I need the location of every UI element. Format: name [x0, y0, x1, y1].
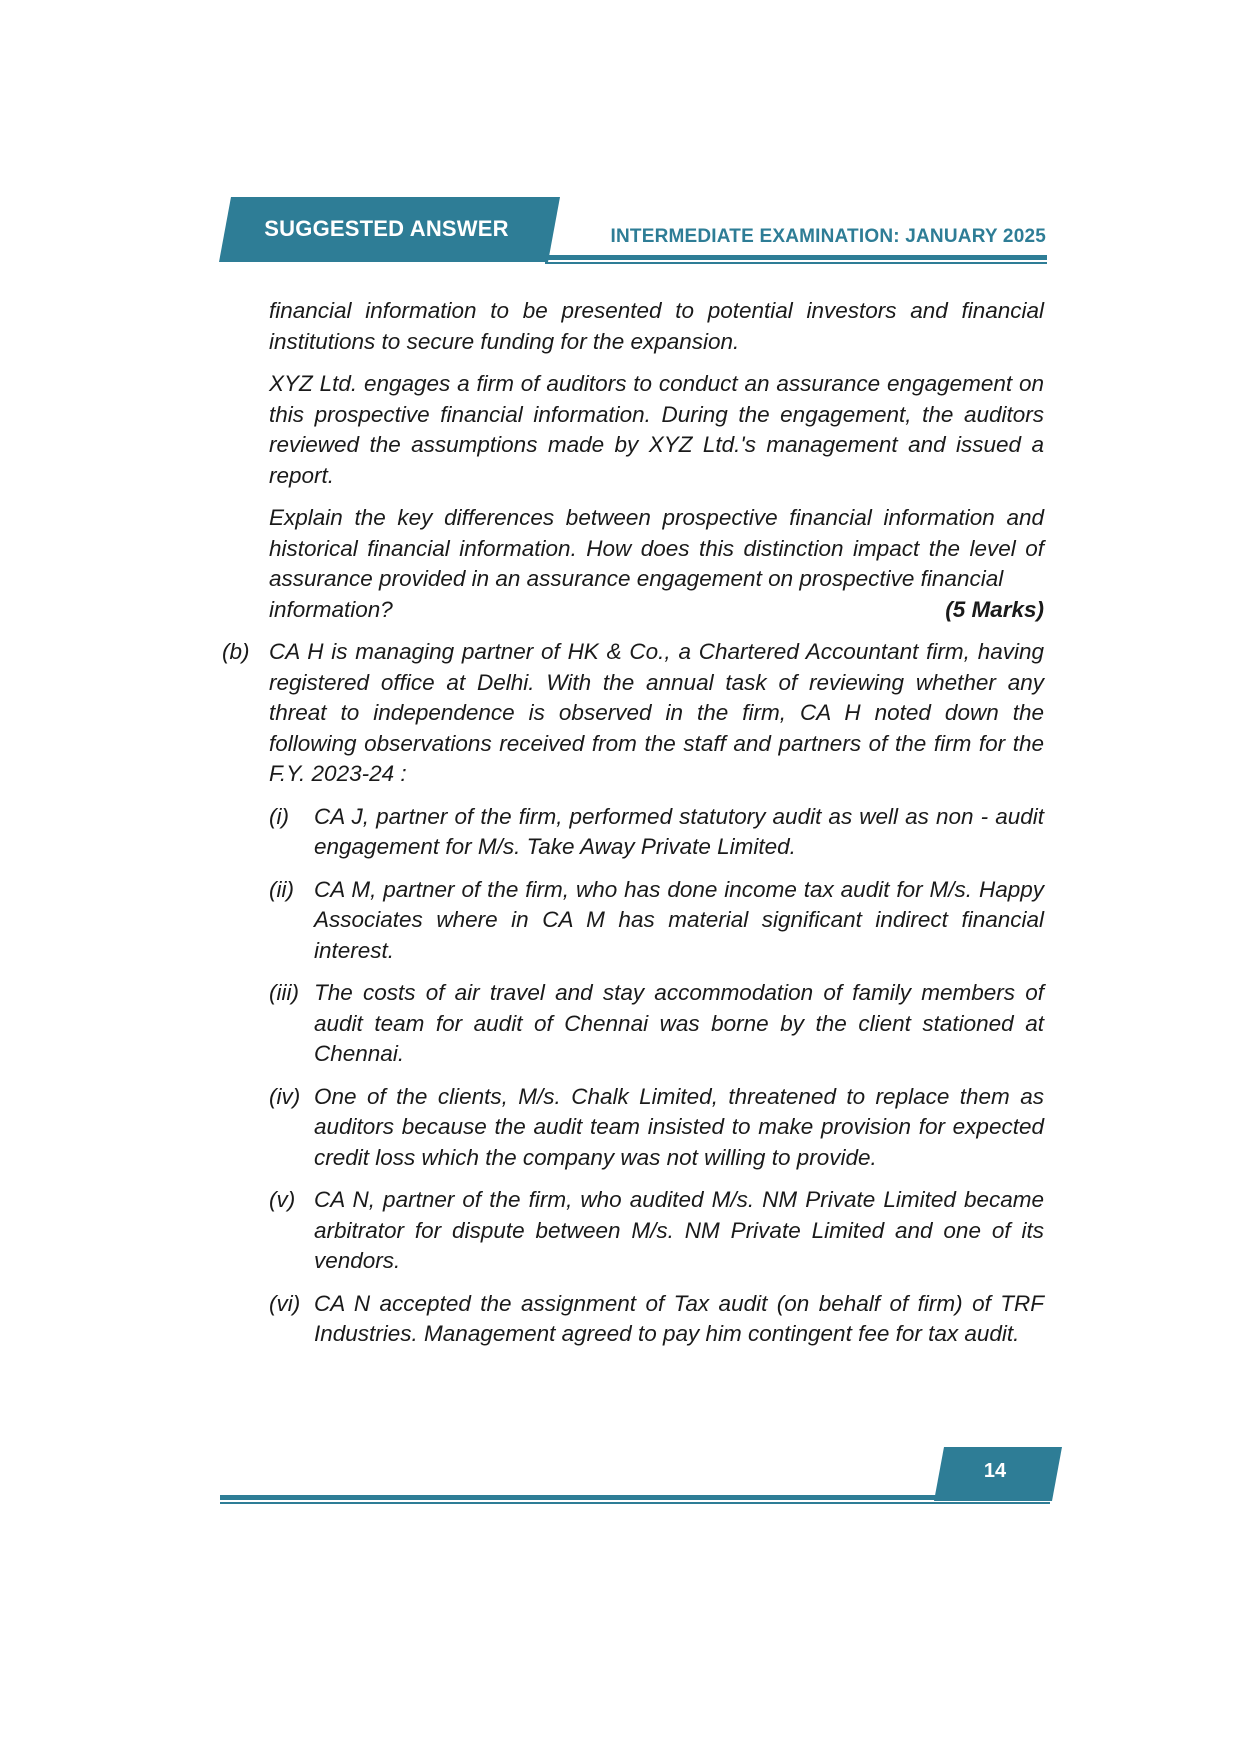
footer-rule	[220, 1495, 1050, 1500]
header-tab-label: SUGGESTED ANSWER	[264, 216, 509, 241]
list-item-text: The costs of air travel and stay accommodation of family members of audit team for audit of Chennai was borne by the client stationed at Chennai.	[314, 980, 1044, 1066]
list-item	[269, 802, 1044, 863]
marks-label: (5 Marks)	[945, 596, 1044, 622]
list-item	[269, 1082, 1044, 1174]
list-item-label: (iii)	[269, 980, 299, 1005]
question-b	[222, 637, 1044, 1362]
list-item	[269, 978, 1044, 1070]
list-item	[269, 875, 1044, 967]
question-intro: CA H is managing partner of HK & Co., a Chartered Accountant firm, having registered office at Delhi. With the annual task of reviewing whether any threat to independence is observed in the firm, CA H noted down the following observations received from the staff and partners of the firm for the F.Y. 2023-24 :	[269, 639, 1044, 786]
list-item-text: CA N, partner of the firm, who audited M/s. NM Private Limited became arbitrator for dispute between M/s. NM Private Limited and one of its vendors.	[314, 1187, 1044, 1273]
list-item-text: One of the clients, M/s. Chalk Limited, threatened to replace them as auditors because the audit team insisted to make provision for expected credit loss which the company was not willing to provide.	[314, 1083, 1044, 1170]
question-content	[222, 296, 1044, 1362]
page-number-tab	[934, 1447, 1062, 1501]
list-item-label: (ii)	[269, 876, 294, 902]
list-item	[269, 1185, 1044, 1277]
list-item-label: (i)	[269, 803, 289, 829]
question-body	[269, 637, 1044, 1362]
list-item-text: CA M, partner of the firm, who has done income tax audit for M/s. Happy Associates where in CA M has material significant indirect financial interest.	[314, 876, 1044, 963]
list-item-label: (vi)	[269, 1290, 301, 1316]
header-rule	[548, 255, 1047, 260]
question-paragraph	[269, 503, 1044, 625]
list-item-text: CA N accepted the assignment of Tax audit (on behalf of firm) of TRF Industries. Management agreed to pay him contingent fee for tax audit.	[314, 1290, 1044, 1346]
list-item-label: (v)	[269, 1187, 296, 1212]
marks-line	[269, 595, 1044, 626]
list-item-text: CA J, partner of the firm, performed statutory audit as well as non - audit engagement for M/s. Take Away Private Limited.	[314, 803, 1044, 859]
list-item	[269, 1289, 1044, 1350]
page-number: 14	[983, 1460, 1007, 1482]
list-item-label: (iv)	[269, 1083, 301, 1109]
paragraph: XYZ Ltd. engages a firm of auditors to conduct an assurance engagement on this prospective financial information. During the engagement, the auditors reviewed the assumptions made by XYZ Ltd.'s management and issued a report.	[269, 371, 1044, 488]
header-rule-thin	[545, 262, 1047, 264]
exam-title: INTERMEDIATE EXAMINATION: JANUARY 2025	[610, 226, 1046, 247]
paragraph-text: Explain the key differences between prospective financial information and historical financial information. How does this distinction impact the level of assurance provided in an assurance engagement on prospective financial	[269, 505, 1044, 591]
paragraph: financial information to be presented to potential investors and financial institutions to secure funding for the expansion.	[269, 298, 1044, 354]
suggested-answer-tab	[219, 197, 560, 262]
question-label: (b)	[222, 639, 250, 664]
paragraph-text-end: information?	[269, 596, 393, 622]
footer-rule-thin	[220, 1502, 1050, 1504]
